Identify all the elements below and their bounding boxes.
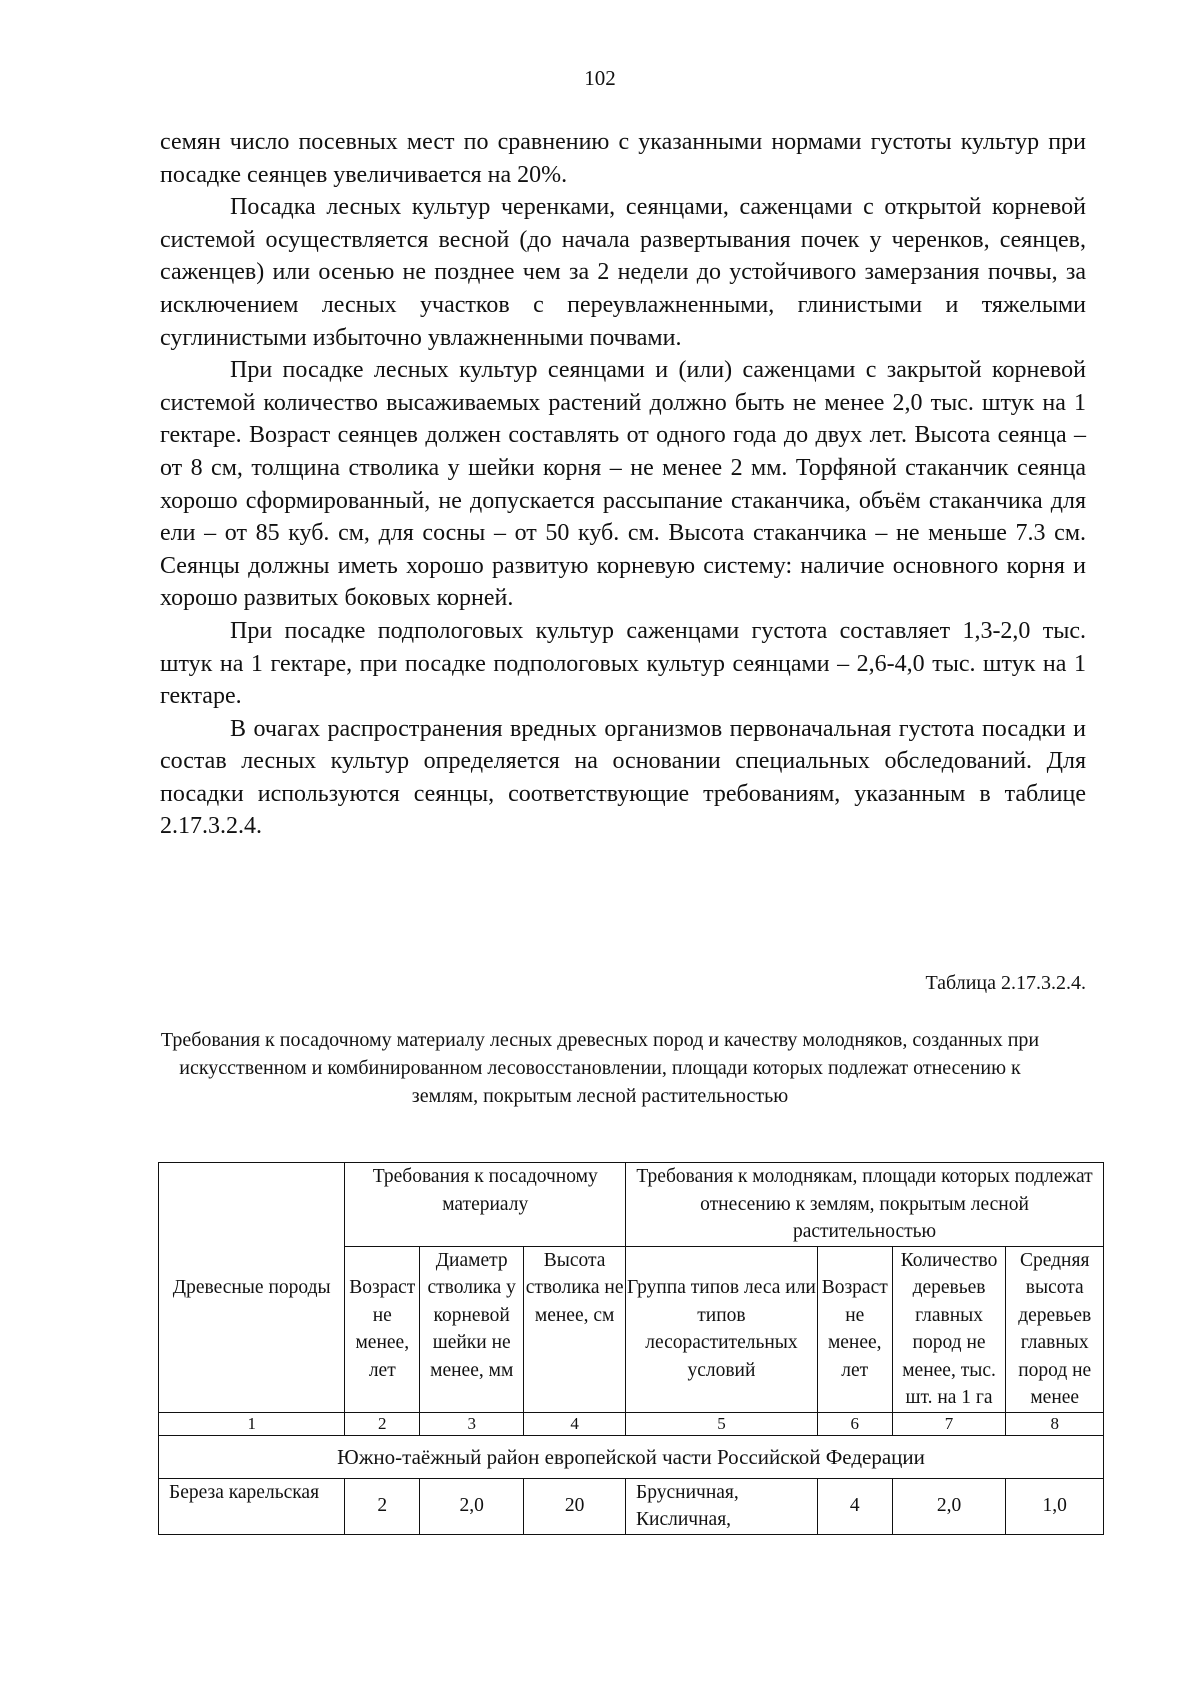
body-text: [160, 126, 1086, 843]
table-row: [159, 1478, 1104, 1534]
header-cell: Возраст не менее, лет: [817, 1246, 892, 1412]
paragraph: При посадке подпологовых культур саженцами густота составляет 1,3-2,0 тыс. штук на 1 гектаре, при посадке подпологовых культур сеянцами – 2,6-4,0 тыс. штук на 1 гектаре.: [160, 617, 1086, 710]
header-group-cell: Требования к молоднякам, площади которых подлежат отнесению к землям, покрытым лесной растительностью: [626, 1163, 1104, 1247]
table-cell: Брусничная, Кисличная,: [626, 1478, 818, 1534]
column-number: 3: [420, 1412, 524, 1435]
table-cell: 1,0: [1006, 1478, 1104, 1534]
header-cell: Диаметр стволика у корневой шейки не менее, мм: [420, 1246, 524, 1412]
region-row: [159, 1435, 1104, 1478]
column-number: 8: [1006, 1412, 1104, 1435]
header-cell: Количество деревьев главных пород не менее, тыс. шт. на 1 га: [892, 1246, 1006, 1412]
header-cell: Группа типов леса или типов лесорастительных условий: [626, 1246, 818, 1412]
page-number: 102: [584, 66, 616, 90]
table-cell: 2,0: [892, 1478, 1006, 1534]
header-cell: Древесные породы: [159, 1163, 345, 1413]
table-cell: Береза карельская: [159, 1478, 345, 1534]
column-number: 6: [817, 1412, 892, 1435]
paragraph: семян число посевных мест по сравнению с указанными нормами густоты культур при посадке сеянцев увеличивается на 20%.: [160, 129, 1086, 188]
header-group-cell: Требования к посадочному материалу: [345, 1163, 626, 1247]
column-number: 4: [524, 1412, 626, 1435]
column-number: 7: [892, 1412, 1006, 1435]
table-cell: 4: [817, 1478, 892, 1534]
table-title: Требования к посадочному материалу лесных древесных пород и качеству молодняков, созданных при искусственном и комбинированном лесовосстановлении, площади которых подлежат отнесению к землям, покрытым лесной растительностью: [160, 1029, 1040, 1107]
table-cell: 2: [345, 1478, 420, 1534]
table-cell: 2,0: [420, 1478, 524, 1534]
header-cell: Возраст не менее, лет: [345, 1246, 420, 1412]
header-cell: Высота стволика не менее, см: [524, 1246, 626, 1412]
column-number: 1: [159, 1412, 345, 1435]
region-cell: Южно-таёжный район европейской части Российской Федерации: [159, 1435, 1104, 1478]
requirements-table: [158, 1162, 1104, 1535]
header-cell: Средняя высота деревьев главных пород не менее: [1006, 1246, 1104, 1412]
table-cell: 20: [524, 1478, 626, 1534]
column-number: 2: [345, 1412, 420, 1435]
column-number-row: [159, 1412, 1104, 1435]
paragraph: В очагах распространения вредных организмов первоначальная густота посадки и состав лесных культур определяется на основании специальных обследований. Для посадки используются сеянцы, соответствующие требованиям, указанным в таблице 2.17.3.2.4.: [160, 715, 1086, 840]
table-caption: Таблица 2.17.3.2.4.: [925, 972, 1086, 994]
column-number: 5: [626, 1412, 818, 1435]
table-header-row: [159, 1163, 1104, 1247]
paragraph: Посадка лесных культур черенками, сеянцами, саженцами с открытой корневой системой осуществляется весной (до начала развертывания почек у черенков, сеянцев, саженцев) или осенью не позднее чем за 2 недели до устойчивого замерзания почвы, за исключением лесных участков с переувлажненными, глинистыми и тяжелыми суглинистыми избыточно увлажненными почвами.: [160, 194, 1086, 351]
paragraph: При посадке лесных культур сеянцами и (или) саженцами с закрытой корневой системой количество высаживаемых растений должно быть не менее 2,0 тыс. штук на 1 гектаре. Возраст сеянцев должен составлять от одного года до двух лет. Высота сеянца – от 8 см, толщина стволика у шейки корня – не менее 2 мм. Торфяной стаканчик сеянца хорошо сформированный, не допускается рассыпание стаканчика, объём стаканчика для ели – от 85 куб. см, для сосны – от 50 куб. см. Высота стаканчика – не меньше 7.3 см. Сеянцы должны иметь хорошо развитую корневую систему: наличие основного корня и хорошо развитых боковых корней.: [160, 357, 1086, 612]
